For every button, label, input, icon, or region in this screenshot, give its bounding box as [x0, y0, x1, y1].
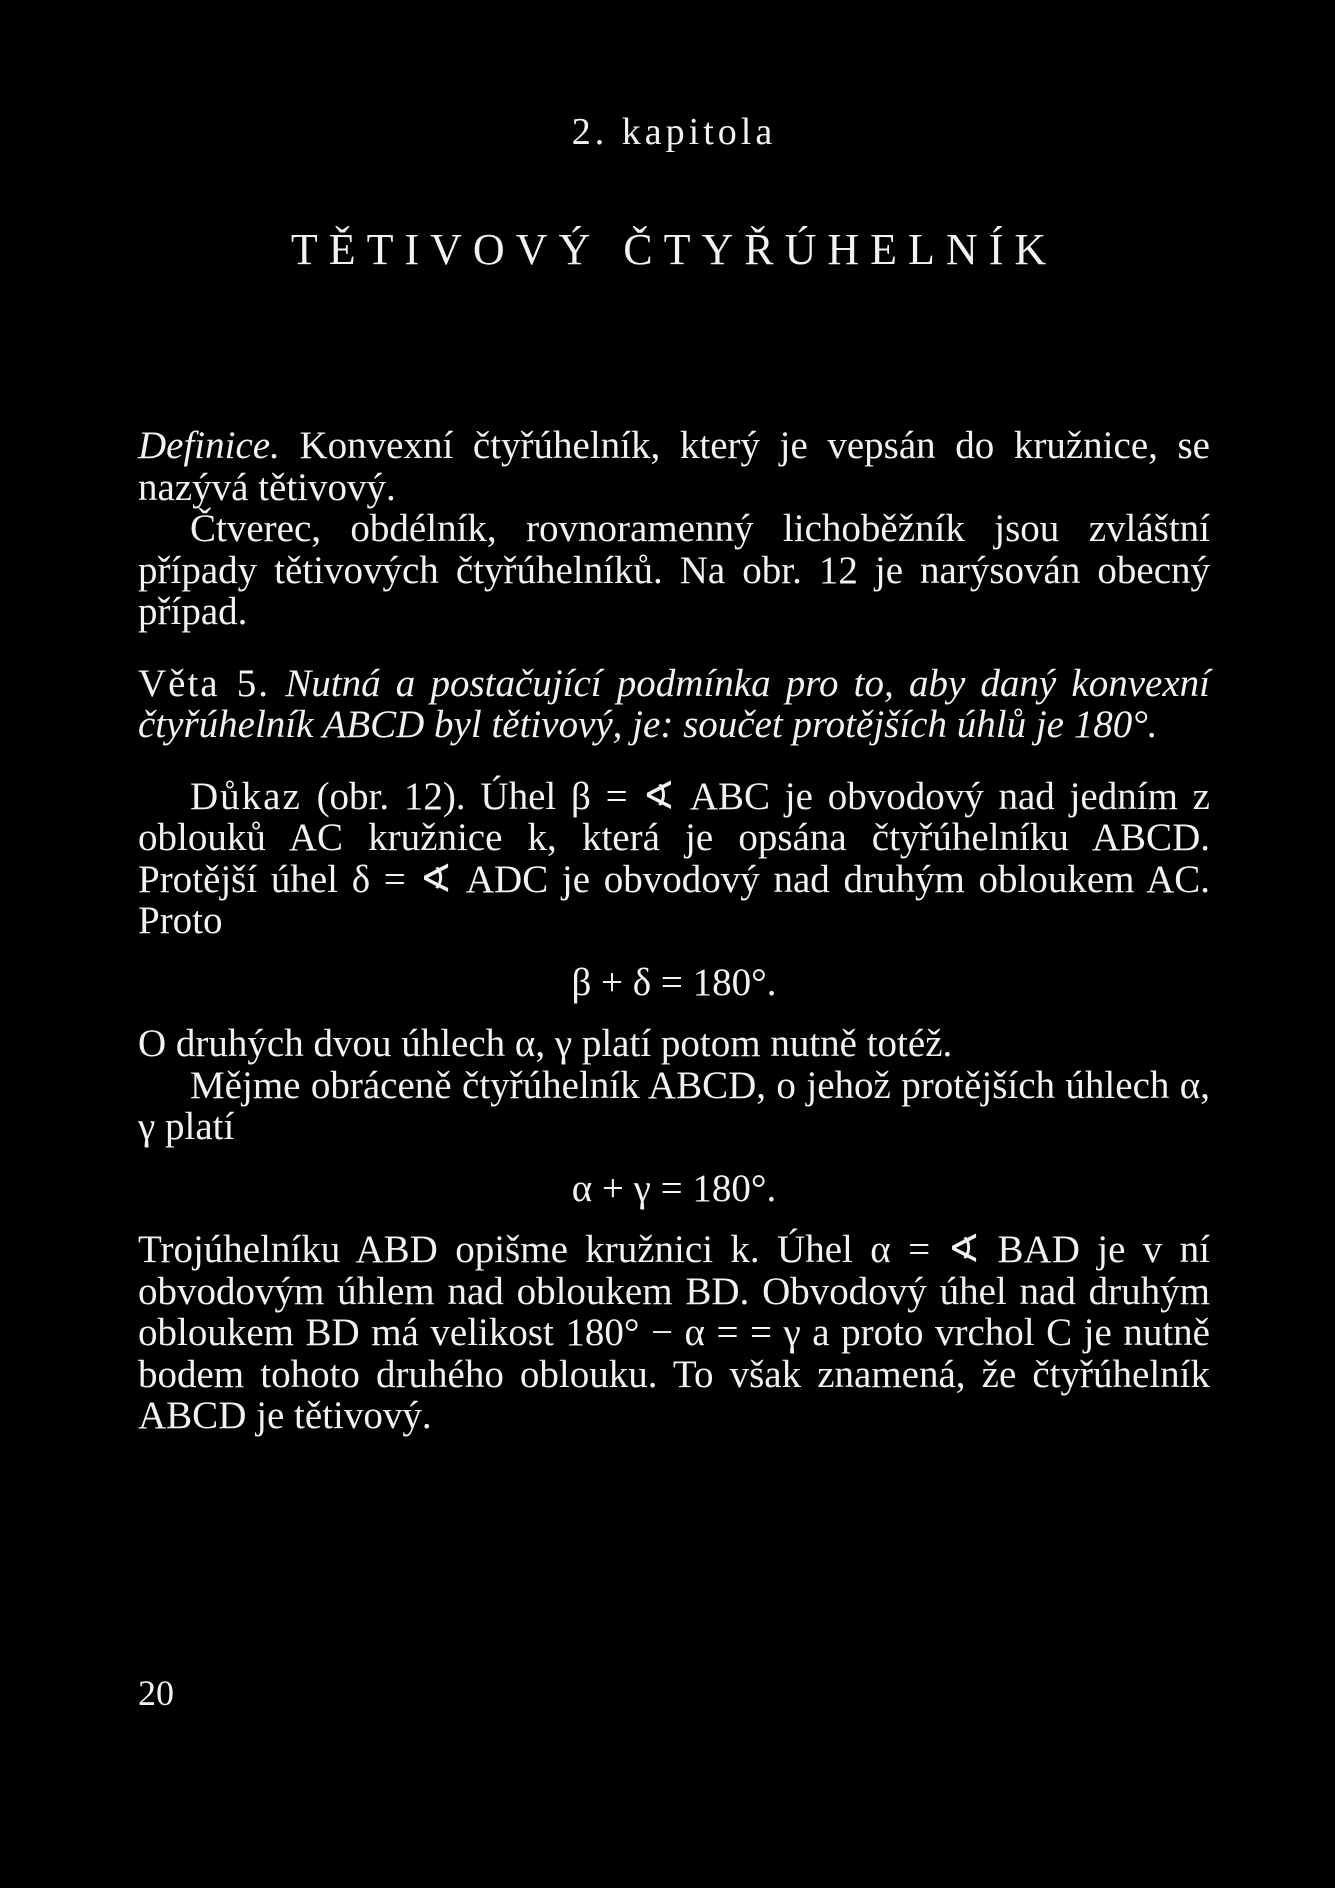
definition-paragraph: [138, 425, 1210, 508]
chapter-title: TĚTIVOVÝ ČTYŘÚHELNÍK: [290, 225, 1058, 274]
examples-paragraph: Čtverec, obdélník, rovnoramenný lichoběžník jsou zvláštní případy tětivových čtyřúhelníků. Na obr. 12 je narýsován obecný případ.: [138, 507, 1210, 633]
chapter-heading: 2. kapitola: [571, 111, 777, 153]
proof-paragraph: [138, 776, 1210, 942]
definition-label: Definice.: [138, 424, 280, 467]
theorem-text: Nutná a postačující podmínka pro to, aby daný konvexní čtyřúhelník ABCD byl tětivový, je: součet protějších úhlů je 180°.: [138, 661, 1211, 746]
proof-paragraph-2: O druhých dvou úhlech α, γ platí potom nutně totéž.: [138, 1022, 953, 1065]
formula-alpha-gamma: α + γ = 180°.: [571, 1166, 777, 1210]
definition-text: Konvexní čtyřúhelník, který je vepsán do kružnice, se nazývá tětivový.: [138, 424, 1210, 509]
proof-paragraph-3: Mějme obráceně čtyřúhelník ABCD, o jehož protějších úhlech α, γ platí: [138, 1063, 1210, 1148]
page: [138, 110, 1210, 1437]
proof-paragraph-4: Trojúhelníku ABD opišme kružnici k. Úhel α = ∢ BAD je v ní obvodovým úhlem nad obloukem BD. Obvodový úhel nad druhým obloukem BD má velikost 180° − α = = γ a proto vrchol C je nutně bodem tohoto druhého oblouku. To však znamená, že čtyřúhelník ABCD je tětivový.: [138, 1228, 1210, 1437]
proof-label: Důkaz: [190, 774, 302, 818]
formula-beta-delta: β + δ = 180°.: [571, 960, 777, 1004]
theorem-label: Věta 5.: [138, 661, 271, 705]
theorem-paragraph: [138, 663, 1210, 746]
proof-text: (obr. 12). Úhel β = ∢ ABC je obvodový nad jedním z oblouků AC kružnice k, která je opsána čtyřúhelníku ABCD. Protější úhel δ = ∢ ADC je obvodový nad druhým obloukem AC. Proto: [138, 774, 1210, 942]
page-number: 20: [138, 1673, 174, 1713]
